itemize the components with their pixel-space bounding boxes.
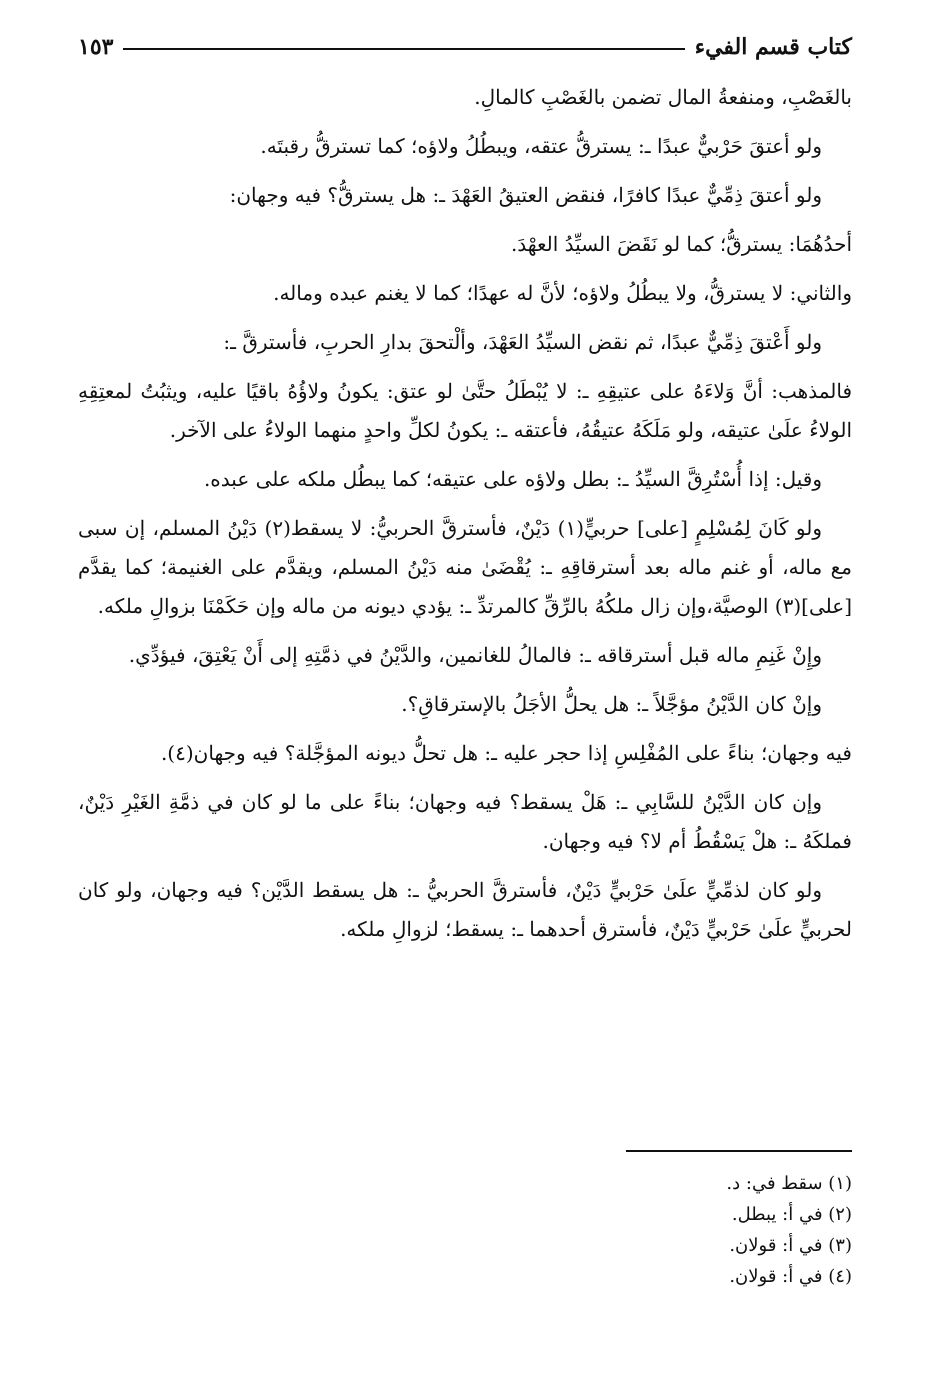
page-number: ١٥٣ bbox=[78, 34, 114, 60]
paragraph: ولو كَانَ لِمُسْلِمٍ [على] حربيٍّ(١) دَيْنٌ، فأسترقَّ الحربيُّ: لا يسقط(٢) دَيْنُ المسلم، إن سبى مع ماله، أو غنم ماله بعد أسترقاقِهِ ـ: يُقْضَىٰ منه دَيْنُ المسلم، ويقدَّم على الغنيمة؛ كما يقدَّم [على](٣) الوصيَّة،وإن زال ملكُهُ بالرِّقِّ كالمرتدِّ ـ: يؤدي ديونه من ماله وإن حَكَمْنَا بزوالِ ملكه. bbox=[78, 516, 852, 618]
paragraph: وإِنْ غَنِمِ ماله قبل أسترقاقه ـ: فالمالُ للغانمين، والدَّيْنُ في ذمَّتِهِ إلى أَنْ يَعْتِقَ، فيؤدِّي. bbox=[128, 643, 822, 667]
footnote: (٢) في أ: يبطل. bbox=[731, 1204, 852, 1225]
body-text bbox=[78, 78, 852, 959]
header-rule bbox=[123, 48, 684, 50]
paragraph: فيه وجهان؛ بناءً على المُفْلِسِ إذا حجر عليه ـ: هل تحلُّ ديونه المؤجَّلة؟ فيه وجهان(٤). bbox=[160, 741, 852, 765]
paragraph: فالمذهب: أنَّ وَلاءَهُ على عتيقِهِ ـ: لا يُبْطَلُ حتَّىٰ لو عتق: يكونُ ولاؤُهُ باقيًا عليه، ويثبُتُ لمعتِقِهِ الولاءُ علَىٰ عتيقه، ولو مَلَكَهُ عتيقُهُ، فأعتقه ـ: يكونُ لكلِّ واحدٍ منهما الولاءُ على الآخر. bbox=[78, 379, 852, 442]
paragraph: ولو كان لذمِّيٍّ علَىٰ حَرْبيٍّ دَيْنٌ، فأسترقَّ الحربيُّ ـ: هل يسقط الدَّيْن؟ فيه وجهان، ولو كان لحربيٍّ علَىٰ حَرْبيٍّ دَيْنٌ، فأسترق أحدهما ـ: يسقط؛ لزوالِ ملكه. bbox=[78, 878, 852, 941]
paragraph: ولو أعتقَ حَرْبيٌّ عبدًا ـ: يسترقُّ عتقه، ويبطُلُ ولاؤه؛ كما تسترقُّ رقبتَه. bbox=[260, 134, 822, 158]
paragraph: ولو أَعْتقَ ذِمِّيٌّ عبدًا، ثم نقض السيِّدُ العَهْدَ، وألْتحقَ بدارِ الحربِ، فأسترقَّ ـ: bbox=[223, 330, 822, 354]
page-title: كتاب قسم الفيء bbox=[694, 34, 852, 60]
paragraph: ولو أعتقَ ذِمِّيٌّ عبدًا كافرًا، فنقض العتيقُ العَهْدَ ـ: هل يسترقُّ؟ فيه وجهان: bbox=[229, 183, 822, 207]
footnote: (٤) في أ: قولان. bbox=[729, 1266, 852, 1287]
paragraph: أحدُهُمَا: يسترقُّ؛ كما لو نَقَضَ السيِّدُ العهْدَ. bbox=[510, 232, 852, 256]
paragraph: وقيل: إذا أُسْتُرِقَّ السيِّدُ ـ: بطل ولاؤه على عتيقه؛ كما يبطُل ملكه على عبده. bbox=[203, 467, 822, 491]
paragraph: بالغَصْبِ، ومنفعةُ المال تضمن بالغَصْبِ كالمالِ. bbox=[474, 85, 852, 109]
footnotes bbox=[452, 1168, 852, 1292]
footnote: (١) سقط في: د. bbox=[726, 1173, 852, 1194]
footnote: (٣) في أ: قولان. bbox=[729, 1235, 852, 1256]
paragraph: والثاني: لا يسترقُّ، ولا يبطُلُ ولاؤه؛ لأنَّ له عهدًا؛ كما لا يغنم عبده وماله. bbox=[273, 281, 852, 305]
paragraph: وإنْ كان الدَّيْنُ مؤجَّلاً ـ: هل يحلُّ الأجَلُ بالإسترقاقِ؟. bbox=[401, 692, 822, 716]
footnote-divider bbox=[626, 1150, 852, 1152]
paragraph: وإن كان الدَّيْنُ للسَّابِي ـ: هَلْ يسقط؟ فيه وجهان؛ بناءً على ما لو كان في ذمَّةِ الغَيْرِ دَيْنٌ، فملكَهُ ـ: هلْ يَسْقُطُ أم لا؟ فيه وجهان. bbox=[78, 790, 852, 853]
page-header bbox=[78, 30, 852, 64]
